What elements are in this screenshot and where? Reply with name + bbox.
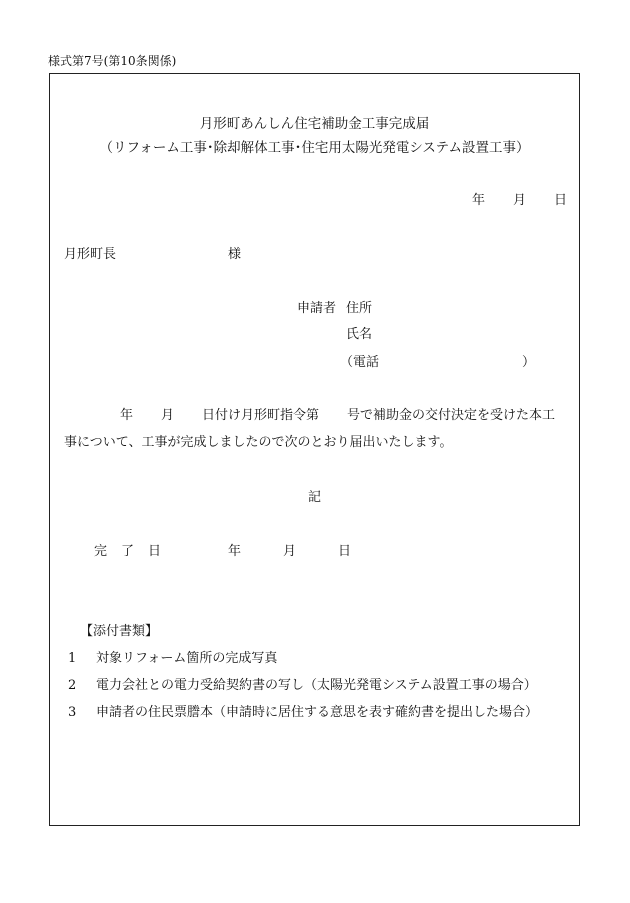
attachment-item (68, 647, 277, 666)
body-text-line-1 (64, 404, 555, 423)
body-text-line-2: 事について、工事が完成しましたので次のとおり届出いたします。 (64, 435, 453, 450)
attachment-text: 電力会社との電力受給契約書の写し（太陽光発電システム設置工事の場合） (96, 678, 537, 693)
attachment-text: 申請者の住民票謄本（申請時に居住する意思を表す確約書を提出した場合） (96, 705, 539, 720)
attachment-number: 1 (68, 651, 77, 666)
form-subtitle: （リフォーム工事･除却解体工事･住宅用太陽光発電システム設置工事） (99, 140, 530, 156)
attachment-text: 対象リフォーム箇所の完成写真 (96, 651, 278, 666)
applicant-name-label: 氏名 (346, 327, 373, 342)
ki-heading: 記 (307, 490, 321, 505)
completion-year-label: 年 (228, 544, 242, 559)
addressee-name: 月形町長 (64, 247, 117, 262)
applicant-address-label: 住所 (346, 301, 373, 316)
completion-day-label: 日 (338, 544, 352, 559)
completion-label-char-1: 完 (94, 544, 108, 559)
addressee-honorific: 様 (228, 247, 242, 262)
date-day-label: 日 (554, 193, 568, 208)
attachment-item (68, 701, 538, 720)
applicant-phone-close: ） (522, 355, 536, 370)
attachment-item (68, 674, 537, 693)
applicant-label: 申請者 (297, 301, 337, 316)
applicant-phone-label: （電話 (340, 355, 380, 370)
body-year-label: 年 (120, 408, 134, 423)
form-title: 月形町あんしん住宅補助金工事完成届 (199, 116, 430, 132)
attachment-number: 2 (68, 678, 77, 693)
body-number-part: 号で補助金の交付決定を受けた本工 (347, 408, 556, 423)
completion-label-char-2: 了 (121, 544, 135, 559)
completion-label-char-3: 日 (148, 544, 162, 559)
attachment-number: 3 (68, 705, 77, 720)
attachments-heading: 【添付書類】 (80, 624, 159, 639)
date-year-label: 年 (472, 193, 486, 208)
completion-month-label: 月 (283, 544, 297, 559)
form-frame (49, 73, 580, 826)
date-month-label: 月 (513, 193, 527, 208)
body-month-label: 月 (161, 408, 175, 423)
submission-date (472, 189, 567, 208)
body-date-part: 日付け月形町指令第 (202, 408, 320, 423)
completion-label (94, 540, 161, 559)
form-number: 様式第7号(第10条関係) (48, 54, 177, 68)
completion-date (228, 540, 351, 559)
